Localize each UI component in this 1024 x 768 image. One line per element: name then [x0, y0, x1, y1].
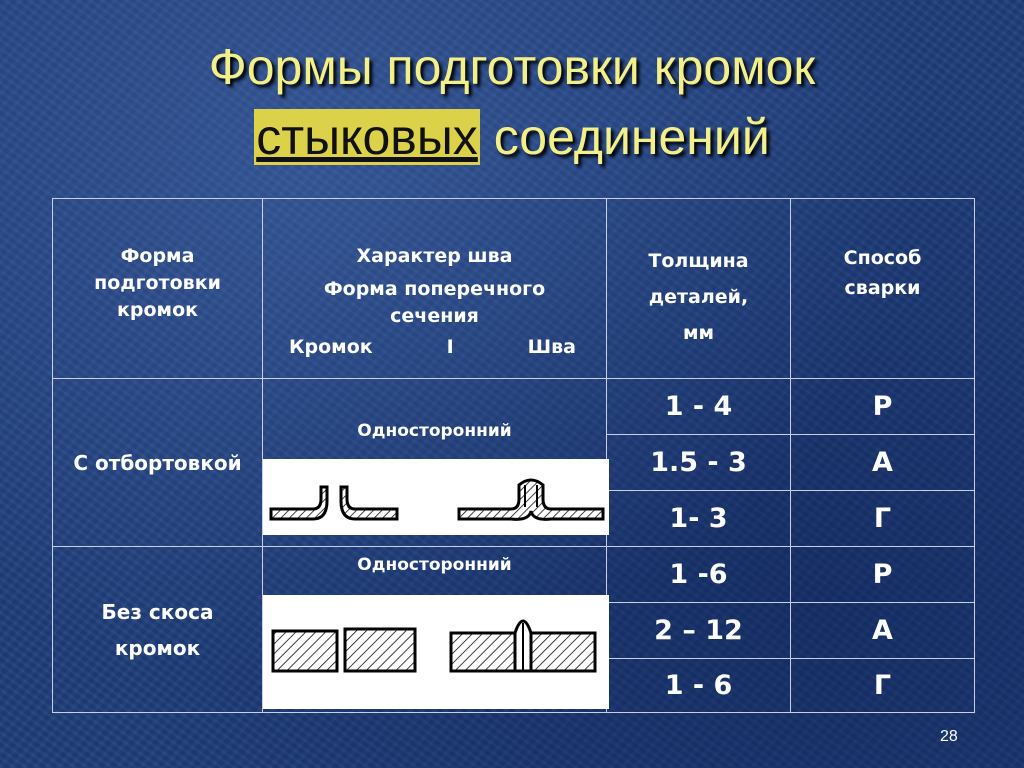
- flanged-joint-diagram: [263, 459, 609, 535]
- method-cell: Г: [791, 491, 975, 547]
- header-seam-sub: [263, 330, 606, 361]
- header-seam-line2: Форма поперечного сечения: [323, 278, 546, 327]
- method-cell: Р: [791, 547, 975, 603]
- header-sub-seam: Шва: [527, 336, 576, 358]
- header-welding-method-text: Способ сварки: [843, 247, 922, 299]
- square-butt-joint-drawing: [263, 595, 609, 709]
- row-label-flanged-text: С отбортовкой: [73, 450, 242, 475]
- header-edge-form-text: Форма подготовки кромок: [94, 245, 221, 321]
- diagram-cell-flanged: [263, 379, 607, 547]
- header-seam-line1: Характер шва: [356, 245, 513, 267]
- flanged-joint-drawing: [263, 459, 609, 535]
- seam-type-flanged: Односторонний: [357, 421, 512, 441]
- thickness-cell: 1.5 - 3: [607, 435, 791, 491]
- thickness-cell: 1 - 6: [607, 659, 791, 713]
- thickness-cell: 1 -6: [607, 547, 791, 603]
- header-seam-character: [263, 199, 607, 379]
- method-cell: А: [791, 435, 975, 491]
- header-sub-edges: Кромок: [289, 336, 373, 358]
- seam-type-no-bevel: Односторонний: [357, 555, 512, 575]
- thickness-cell: 1 - 4: [607, 379, 791, 435]
- slide-title-line2: [0, 109, 1024, 165]
- row-label-flanged: [53, 379, 263, 547]
- joint-preparation-table: [52, 198, 975, 713]
- method-cell: А: [791, 603, 975, 659]
- row-label-no-bevel: [53, 547, 263, 713]
- title-rest: соединений: [479, 109, 770, 165]
- method-cell: Р: [791, 379, 975, 435]
- header-thickness-text: Толщина деталей, мм: [648, 250, 749, 344]
- title-highlight: стыковых: [256, 109, 478, 165]
- header-sub-separator: I: [446, 336, 454, 358]
- thickness-cell: 2 – 12: [607, 603, 791, 659]
- row-label-no-bevel-text: Без скоса кромок: [101, 599, 214, 660]
- header-edge-form: [53, 199, 263, 379]
- header-thickness: [607, 199, 791, 379]
- method-cell: Г: [791, 659, 975, 713]
- square-butt-joint-diagram: [263, 595, 609, 709]
- thickness-cell: 1- 3: [607, 491, 791, 547]
- page-number: 28: [940, 728, 958, 745]
- header-welding-method: [791, 199, 975, 379]
- diagram-cell-no-bevel: [263, 547, 607, 713]
- slide-title-line1: Формы подготовки кромок: [208, 39, 816, 95]
